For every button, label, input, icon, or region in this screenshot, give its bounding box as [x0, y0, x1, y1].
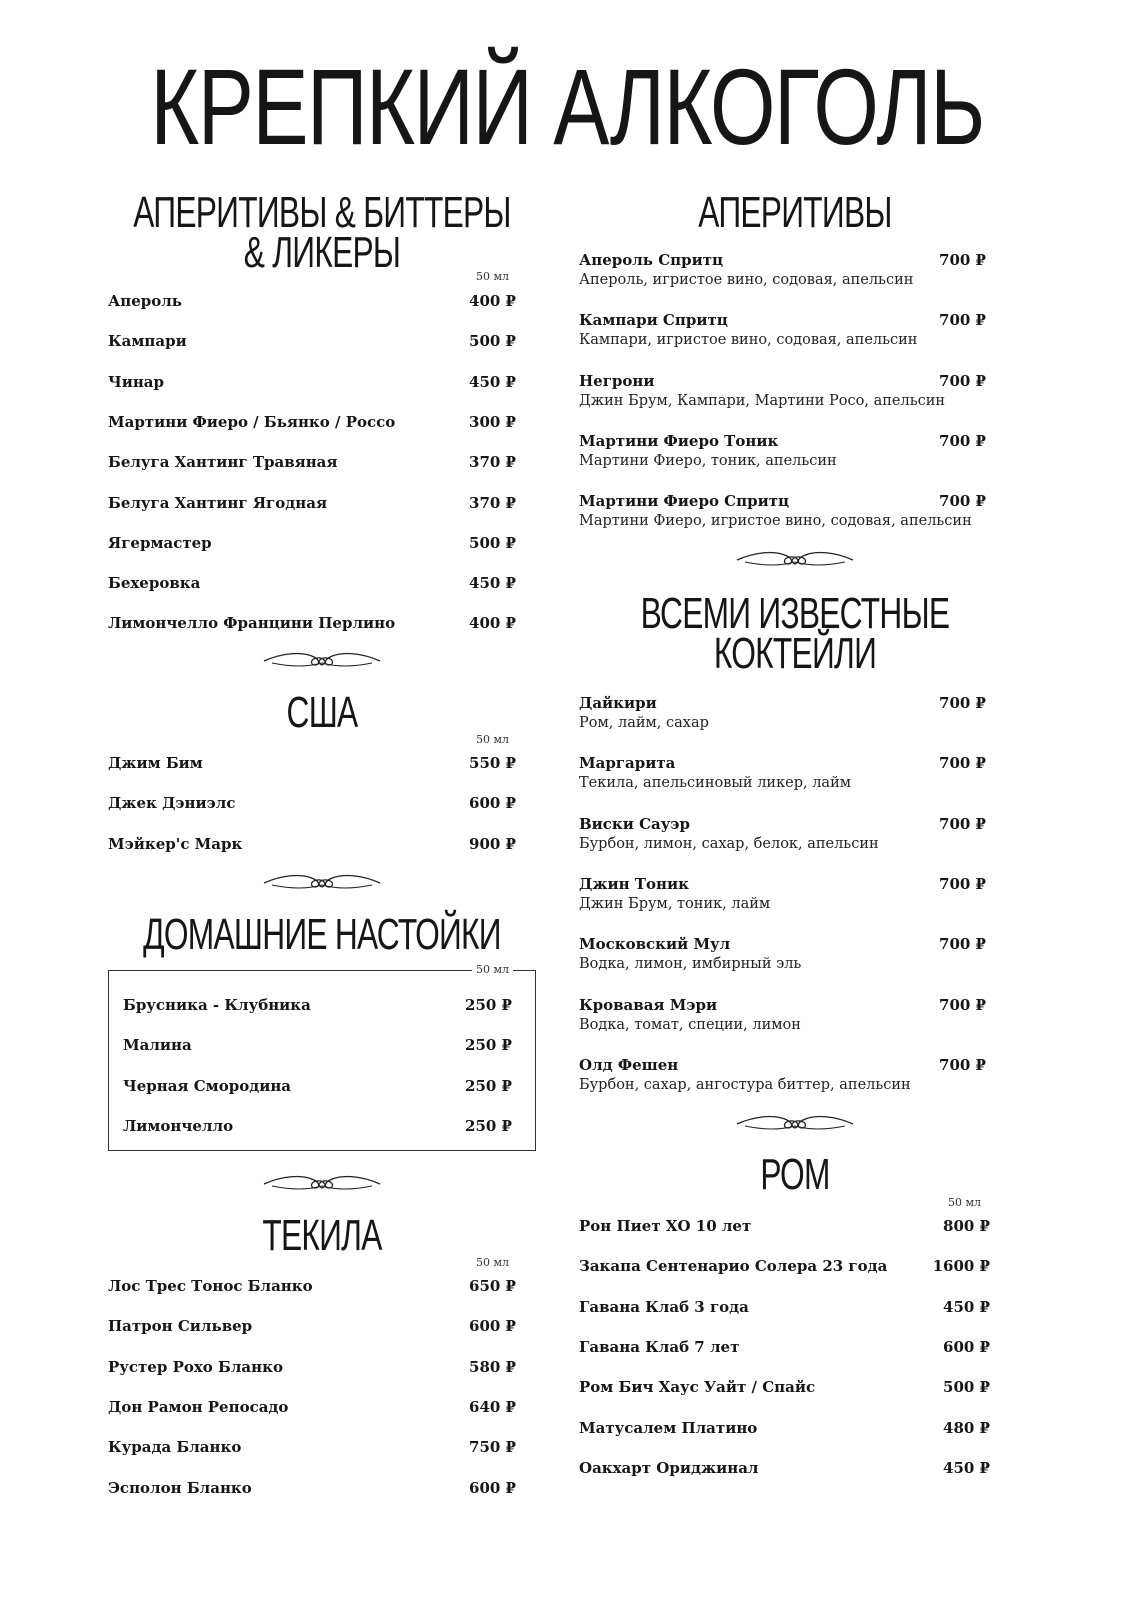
menu-item — [579, 372, 986, 390]
menu-item — [108, 332, 516, 350]
item-price: 450 ₽ — [943, 1297, 990, 1316]
volume-label: 50 мл — [476, 733, 510, 746]
item-description: Апероль, игристое вино, содовая, апельсин — [579, 272, 914, 288]
menu-item — [579, 1056, 986, 1074]
item-price: 250 ₽ — [465, 1036, 512, 1055]
item-name: Джек Дэниэлс — [108, 794, 236, 813]
menu-item — [579, 1298, 990, 1316]
item-name: Эсполон Бланко — [108, 1478, 252, 1497]
item-name: Белуга Хантинг Травяная — [108, 453, 338, 472]
menu-item — [108, 1358, 516, 1376]
item-name: Лимончелло Францини Перлино — [108, 614, 396, 633]
menu-item — [123, 996, 512, 1014]
item-name: Рустер Рохо Бланко — [108, 1357, 283, 1376]
item-price: 400 ₽ — [469, 614, 516, 633]
section-title-usa: США — [286, 688, 358, 737]
item-price: 480 ₽ — [943, 1418, 990, 1437]
item-name: Маргарита — [579, 754, 676, 773]
menu-item — [579, 1338, 990, 1356]
ornament-divider — [735, 1110, 855, 1132]
section-title-tequila: ТЕКИЛА — [262, 1211, 382, 1260]
menu-item — [579, 754, 986, 772]
item-price: 900 ₽ — [469, 834, 516, 853]
menu-item — [579, 1378, 990, 1396]
menu-item — [108, 373, 516, 391]
item-price: 580 ₽ — [469, 1357, 516, 1376]
item-price: 600 ₽ — [469, 794, 516, 813]
item-price: 700 ₽ — [939, 251, 986, 269]
item-description: Кампари, игристое вино, содовая, апельсин — [579, 332, 918, 349]
item-description: Ром, лайм, сахар — [579, 715, 709, 731]
menu-item — [579, 875, 986, 893]
menu-item — [108, 292, 516, 310]
item-name: Кровавая Мэри — [579, 995, 718, 1014]
item-name: Черная Смородина — [123, 1076, 292, 1095]
item-description: Водка, томат, специи, лимон — [579, 1016, 801, 1033]
item-name: Мартини Фиеро Спритц — [579, 492, 790, 511]
item-price: 400 ₽ — [469, 292, 516, 310]
item-price: 250 ₽ — [465, 1076, 512, 1095]
item-price: 700 ₽ — [939, 814, 986, 833]
item-price: 700 ₽ — [939, 754, 986, 773]
menu-item — [108, 754, 516, 772]
item-price: 450 ₽ — [943, 1458, 990, 1477]
item-name: Апероль Спритц — [579, 251, 724, 269]
item-name: Оакхарт Ориджинал — [579, 1458, 759, 1477]
menu-item — [579, 1257, 990, 1275]
item-price: 700 ₽ — [939, 492, 986, 511]
item-name: Мартини Фиеро / Бьянко / Россо — [108, 412, 396, 431]
item-price: 650 ₽ — [469, 1277, 516, 1295]
menu-item — [108, 794, 516, 812]
menu-item — [123, 1077, 512, 1095]
item-name: Гавана Клаб 3 года — [579, 1297, 749, 1316]
item-price: 700 ₽ — [939, 431, 986, 450]
menu-item — [108, 1398, 516, 1416]
menu-item — [579, 996, 986, 1014]
item-price: 500 ₽ — [469, 332, 516, 351]
item-price: 250 ₽ — [465, 996, 512, 1014]
item-name: Кампари — [108, 332, 187, 351]
item-price: 700 ₽ — [939, 935, 986, 954]
item-name: Курада Бланко — [108, 1438, 242, 1457]
ornament-divider — [262, 869, 382, 891]
menu-item — [108, 574, 516, 592]
menu-item — [108, 494, 516, 512]
ornament-divider — [735, 546, 855, 568]
menu-item — [108, 534, 516, 552]
item-name: Малина — [123, 1036, 192, 1055]
ornament-divider — [262, 647, 382, 669]
item-price: 700 ₽ — [939, 694, 986, 712]
item-price: 600 ₽ — [469, 1317, 516, 1336]
item-name: Рон Пиет ХО 10 лет — [579, 1217, 752, 1235]
section-title-cocktails-line2: КОКТЕЙЛИ — [713, 629, 877, 678]
item-price: 250 ₽ — [465, 1116, 512, 1135]
menu-item — [108, 453, 516, 471]
section-title-aperitifs-bitters: АПЕРИТИВЫ & БИТТЕРЫ — [133, 188, 511, 237]
menu-item — [579, 935, 986, 953]
item-price: 600 ₽ — [943, 1337, 990, 1356]
volume-label: 50 мл — [476, 1256, 510, 1269]
page-title: КРЕПКИЙ АЛКОГОЛЬ — [150, 46, 984, 167]
item-name: Олд Фешен — [579, 1055, 679, 1074]
item-price: 370 ₽ — [469, 453, 516, 472]
section-title-rum: РОМ — [760, 1150, 830, 1199]
item-name: Негрони — [579, 371, 655, 390]
item-price: 700 ₽ — [939, 874, 986, 893]
section-title-aperitifs: АПЕРИТИВЫ — [698, 188, 892, 237]
item-name: Чинар — [108, 372, 165, 391]
menu-item — [579, 311, 986, 329]
volume-label: 50 мл — [948, 1196, 982, 1209]
menu-item — [579, 694, 986, 712]
ornament-divider — [262, 1170, 382, 1192]
item-name: Дон Рамон Репосадо — [108, 1397, 289, 1416]
item-description: Мартини Фиеро, игристое вино, содовая, апельсин — [579, 513, 972, 530]
item-name: Мартини Фиеро Тоник — [579, 431, 779, 450]
item-name: Бехеровка — [108, 574, 201, 593]
menu-item — [108, 1277, 516, 1295]
item-name: Закапа Сентенарио Солера 23 года — [579, 1257, 888, 1276]
item-description: Бурбон, лимон, сахар, белок, апельсин — [579, 835, 879, 852]
volume-label: 50 мл — [472, 963, 513, 976]
item-price: 750 ₽ — [469, 1438, 516, 1457]
menu-item — [108, 614, 516, 632]
menu-item — [108, 413, 516, 431]
item-name: Лимончелло — [123, 1116, 234, 1135]
item-name: Джин Тоник — [579, 874, 689, 893]
item-price: 300 ₽ — [469, 412, 516, 431]
menu-item — [579, 1459, 990, 1477]
item-name: Виски Сауэр — [579, 814, 690, 833]
item-name: Белуга Хантинг Ягодная — [108, 493, 328, 512]
item-price: 370 ₽ — [469, 493, 516, 512]
item-name: Мэйкер'с Марк — [108, 834, 243, 853]
item-price: 700 ₽ — [939, 371, 986, 390]
item-name: Джим Бим — [108, 754, 203, 772]
menu-item — [108, 835, 516, 853]
item-price: 500 ₽ — [943, 1378, 990, 1397]
menu-item — [579, 251, 986, 269]
item-price: 700 ₽ — [939, 311, 986, 330]
item-description: Бурбон, сахар, ангостура биттер, апельсин — [579, 1076, 911, 1093]
item-name: Дайкири — [579, 694, 657, 712]
item-description: Мартини Фиеро, тоник, апельсин — [579, 452, 837, 469]
item-name: Ром Бич Хаус Уайт / Спайс — [579, 1378, 816, 1397]
item-name: Гавана Клаб 7 лет — [579, 1337, 740, 1356]
section-title-cocktails: ВСЕМИ ИЗВЕСТНЫЕ — [640, 589, 950, 638]
item-price: 700 ₽ — [939, 995, 986, 1014]
menu-item — [108, 1479, 516, 1497]
section-title-home-tinctures: ДОМАШНИЕ НАСТОЙКИ — [143, 910, 501, 959]
item-price: 550 ₽ — [469, 754, 516, 772]
item-price: 700 ₽ — [939, 1055, 986, 1074]
item-name: Лос Трес Тонос Бланко — [108, 1277, 313, 1295]
menu-item — [579, 815, 986, 833]
menu-item — [579, 492, 986, 510]
item-price: 1600 ₽ — [932, 1257, 990, 1276]
item-name: Матусалем Платино — [579, 1418, 758, 1437]
item-name: Ягермастер — [108, 533, 212, 552]
item-price: 500 ₽ — [469, 533, 516, 552]
menu-item — [579, 1217, 990, 1235]
item-price: 800 ₽ — [943, 1217, 990, 1235]
item-description: Джин Брум, тоник, лайм — [579, 895, 771, 912]
item-price: 450 ₽ — [469, 574, 516, 593]
item-name: Апероль — [108, 292, 182, 310]
menu-item — [579, 432, 986, 450]
menu-item — [108, 1317, 516, 1335]
item-description: Джин Брум, Кампари, Мартини Росо, апельсин — [579, 392, 946, 409]
volume-label: 50 мл — [476, 270, 510, 283]
item-name: Патрон Сильвер — [108, 1317, 253, 1336]
item-name: Кампари Спритц — [579, 311, 728, 330]
item-price: 450 ₽ — [469, 372, 516, 391]
item-price: 600 ₽ — [469, 1478, 516, 1497]
menu-item — [123, 1036, 512, 1054]
menu-item — [123, 1117, 512, 1135]
item-name: Брусника - Клубника — [123, 996, 311, 1014]
item-description: Водка, лимон, имбирный эль — [579, 956, 802, 973]
item-price: 640 ₽ — [469, 1397, 516, 1416]
section-title-aperitifs-bitters-line2: & ЛИКЕРЫ — [243, 228, 401, 277]
menu-item — [579, 1419, 990, 1437]
menu-item — [108, 1438, 516, 1456]
item-description: Текила, апельсиновый ликер, лайм — [579, 775, 852, 792]
item-name: Московский Мул — [579, 935, 731, 954]
